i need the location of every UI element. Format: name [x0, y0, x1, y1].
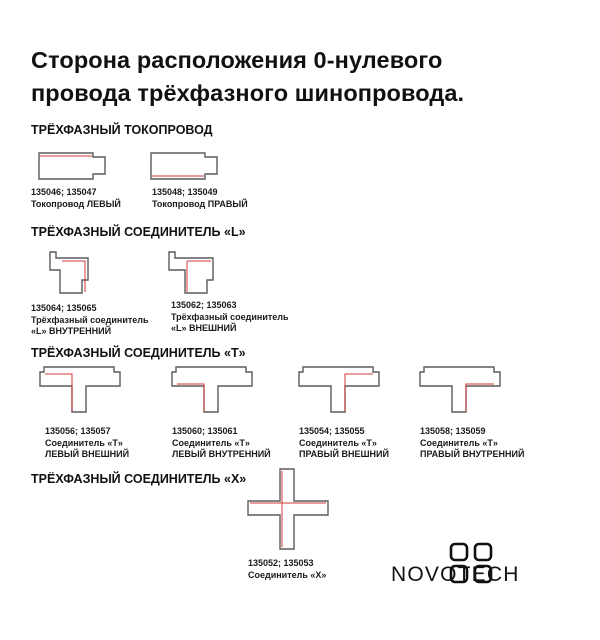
section-heading-l-connector: ТРЁХФАЗНЫЙ СОЕДИНИТЕЛЬ «L»	[31, 225, 246, 239]
t-right-inner-label-2: ПРАВЫЙ ВНУТРЕННИЙ	[420, 449, 525, 459]
l-outer-label-2: «L» ВНЕШНИЙ	[171, 323, 237, 333]
left-track-label: Токопровод ЛЕВЫЙ	[31, 198, 121, 209]
l-outer-label-1: Трёхфазный соединитель	[171, 311, 289, 322]
t-left-inner-label-1: Соединитель «Т»	[172, 437, 250, 448]
section-heading-t-connector: ТРЁХФАЗНЫЙ СОЕДИНИТЕЛЬ «Т»	[31, 346, 246, 360]
t-left-outer-label-1: Соединитель «Т»	[45, 437, 123, 448]
t-right-outer-caption	[299, 426, 389, 461]
right-track-diagram	[150, 152, 220, 182]
x-connector-caption	[248, 558, 326, 581]
novotech-logo-text: NOVOTECH	[391, 563, 520, 586]
t-right-outer-codes: 135054; 135055	[299, 426, 365, 436]
right-track-label: Токопровод ПРАВЫЙ	[152, 198, 248, 209]
t-right-inner-diagram	[418, 366, 502, 416]
t-left-inner-label-2: ЛЕВЫЙ ВНУТРЕННИЙ	[172, 449, 271, 459]
right-track-caption	[152, 187, 248, 210]
section-heading-track: ТРЁХФАЗНЫЙ ТОКОПРОВОД	[31, 123, 213, 137]
x-connector-codes: 135052; 135053	[248, 558, 314, 568]
x-connector-label: Соединитель «Х»	[248, 569, 327, 580]
l-inner-codes: 135064; 135065	[31, 303, 97, 313]
page-title-line-2: провода трёхфазного шинопровода.	[31, 80, 465, 106]
t-right-inner-codes: 135058; 135059	[420, 426, 486, 436]
page-title-line-1: Сторона расположения 0-нулевого	[31, 47, 443, 73]
l-outer-caption	[171, 300, 289, 335]
t-left-outer-codes: 135056; 135057	[45, 426, 111, 436]
t-right-outer-label-2: ПРАВЫЙ ВНЕШНИЙ	[299, 449, 389, 459]
t-right-inner-label-1: Соединитель «Т»	[420, 437, 498, 448]
l-inner-label-2: «L» ВНУТРЕННИЙ	[31, 326, 112, 336]
l-inner-caption	[31, 303, 149, 338]
t-left-outer-diagram	[38, 366, 122, 416]
l-inner-diagram	[48, 250, 92, 296]
t-left-outer-label-2: ЛЕВЫЙ ВНЕШНИЙ	[45, 449, 130, 459]
t-right-outer-label-1: Соединитель «Т»	[299, 437, 377, 448]
l-outer-codes: 135062; 135063	[171, 300, 237, 310]
t-left-inner-diagram	[170, 366, 254, 416]
t-left-outer-caption	[45, 426, 129, 461]
l-outer-diagram	[167, 250, 217, 296]
left-track-caption	[31, 187, 121, 210]
t-left-inner-codes: 135060; 135061	[172, 426, 238, 436]
t-left-inner-caption	[172, 426, 271, 461]
t-right-inner-caption	[420, 426, 525, 461]
left-track-codes: 135046; 135047	[31, 187, 97, 197]
l-inner-label-1: Трёхфазный соединитель	[31, 314, 149, 325]
left-track-diagram	[38, 152, 108, 182]
section-heading-x-connector: ТРЁХФАЗНЫЙ СОЕДИНИТЕЛЬ «Х»	[31, 472, 247, 486]
right-track-codes: 135048; 135049	[152, 187, 218, 197]
x-connector-diagram	[246, 467, 330, 551]
t-right-outer-diagram	[297, 366, 381, 416]
